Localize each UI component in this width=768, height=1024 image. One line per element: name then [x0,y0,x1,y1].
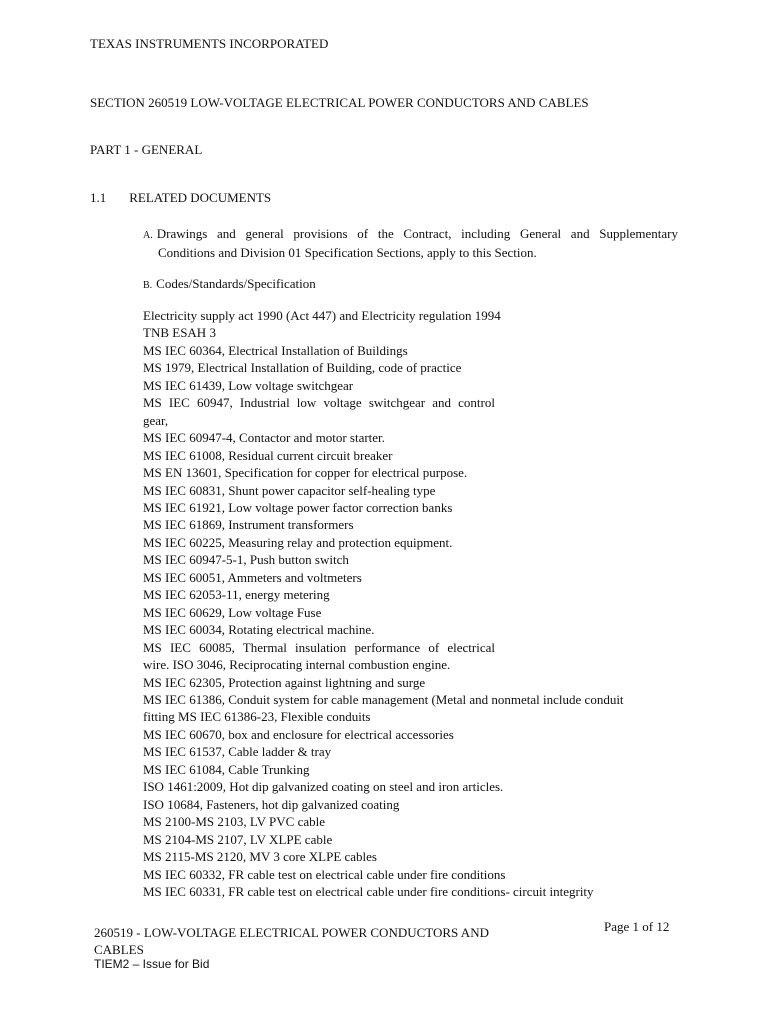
standard-item: MS IEC 60629, Low voltage Fuse [143,604,322,620]
paragraph-a-line-1 [143,225,678,244]
paragraph-a-marker: A. [143,230,153,241]
standard-item: MS IEC 61869, Instrument transformers [143,517,354,533]
paragraph-a [143,225,678,261]
article-heading [90,190,271,206]
standard-item: MS IEC 60364, Electrical Installation of Buildings [143,342,408,358]
standard-item: wire. ISO 3046, Reciprocating internal combustion engine. [143,657,451,673]
standard-item: MS IEC 61084, Cable Trunking [143,761,310,777]
standard-item: MS 1979, Electrical Installation of Building, code of practice [143,360,462,376]
standard-item: MS 2115-MS 2120, MV 3 core XLPE cables [143,849,377,865]
footer-subtitle: TIEM2 – Issue for Bid [94,957,210,971]
standard-item: MS IEC 60034, Rotating electrical machine. [143,622,375,638]
standard-item: MS IEC 60051, Ammeters and voltmeters [143,569,362,585]
company-name: TEXAS INSTRUMENTS INCORPORATED [90,36,329,51]
standard-item: MS 2100-MS 2103, LV PVC cable [143,814,326,830]
article-title: RELATED DOCUMENTS [129,190,272,205]
paragraph-a-line-1-text: Drawings and general provisions of the Contract, including General and Supplementary [156,226,678,241]
standard-item: MS IEC 60670, box and enclosure for electrical accessories [143,726,454,742]
paragraph-b-text: Codes/Standards/Specification [156,276,316,291]
standards-list [143,307,683,900]
paragraph-a-line-2: Conditions and Division 01 Specification Sections, apply to this Section. [158,245,537,260]
standard-item: MS IEC 60947, Industrial low voltage switchgear and control [143,395,495,411]
standard-item: MS IEC 61386, Conduit system for cable management (Metal and nonmetal include conduit [143,691,624,707]
standard-item: MS IEC 61008, Residual current circuit breaker [143,447,393,463]
standard-item: MS IEC 60085, Thermal insulation performance of electrical [143,639,495,655]
standard-item: MS IEC 60225, Measuring relay and protection equipment. [143,534,453,550]
standard-item: MS IEC 62053-11, energy metering [143,587,330,603]
standard-item: MS IEC 60947-4, Contactor and motor starter. [143,430,385,446]
standard-item: ISO 1461:2009, Hot dip galvanized coating on steel and iron articles. [143,779,504,795]
standard-item: MS IEC 60947-5-1, Push button switch [143,552,349,568]
standard-item: MS EN 13601, Specification for copper for electrical purpose. [143,465,468,481]
standard-item: MS IEC 61921, Low voltage power factor correction banks [143,499,453,515]
standard-item: MS IEC 60831, Shunt power capacitor self-healing type [143,482,436,498]
paragraph-b [143,275,678,294]
article-number: 1.1 [90,190,107,205]
standard-item: gear, [143,412,169,428]
standard-item: ISO 10684, Fasteners, hot dip galvanized coating [143,796,400,812]
standard-item: MS IEC 60331, FR cable test on electrical cable under fire conditions- circuit integrity [143,883,594,899]
standard-item: MS IEC 60332, FR cable test on electrical cable under fire conditions [143,866,506,882]
standard-item: MS IEC 61537, Cable ladder & tray [143,744,332,760]
standard-item: MS IEC 62305, Protection against lightning and surge [143,674,426,690]
standard-item: TNB ESAH 3 [143,325,216,341]
standard-item: Electricity supply act 1990 (Act 447) and Electricity regulation 1994 [143,308,501,323]
standard-item: MS IEC 61439, Low voltage switchgear [143,377,354,393]
section-title: SECTION 260519 LOW-VOLTAGE ELECTRICAL POWER CONDUCTORS AND CABLES [90,95,589,110]
page-number: Page 1 of 12 [604,919,670,934]
part-heading: PART 1 - GENERAL [90,142,203,157]
standard-item: MS 2104-MS 2107, LV XLPE cable [143,831,333,847]
footer-section-title: 260519 - LOW-VOLTAGE ELECTRICAL POWER CONDUCTORS AND CABLES [94,925,489,957]
paragraph-b-marker: B. [143,280,153,291]
standard-item: fitting MS IEC 61386-23, Flexible conduits [143,709,371,725]
